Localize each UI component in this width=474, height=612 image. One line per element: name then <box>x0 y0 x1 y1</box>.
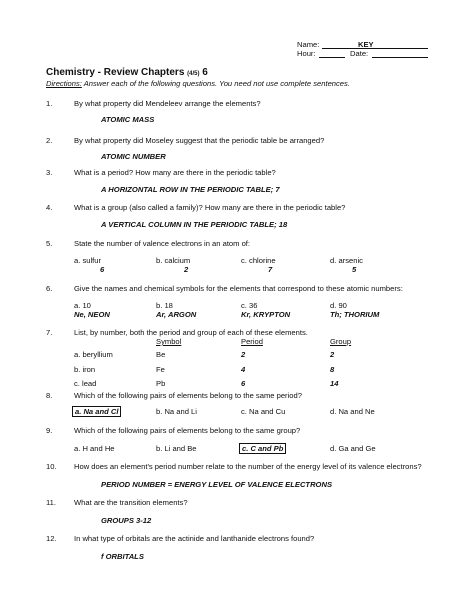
question-text: Which of the following pairs of elements belong to the same period? <box>74 391 302 400</box>
question-number: 3. <box>46 168 53 177</box>
title-range: (4/5) <box>187 71 200 77</box>
question-text: What are the transition elements? <box>74 498 188 507</box>
element-group: 14 <box>330 379 339 388</box>
question-number: 10. <box>46 462 57 471</box>
date-label: Date: <box>350 49 369 58</box>
hour-label: Hour: <box>297 49 316 58</box>
answer: PERIOD NUMBER = ENERGY LEVEL OF VALENCE ELECTRONS <box>101 480 333 489</box>
question-text: State the number of valence electrons in an atom of: <box>74 239 251 248</box>
element-name: c. lead <box>74 379 97 388</box>
question-number: 8. <box>46 391 53 400</box>
element-symbol: Be <box>156 350 166 359</box>
question-text: By what property did Mendeleev arrange the elements? <box>74 99 261 108</box>
question-text: By what property did Moseley suggest that the periodic table be arranged? <box>74 136 325 145</box>
question-number: 2. <box>46 136 53 145</box>
question-number: 4. <box>46 203 53 212</box>
question-text: Give the names and chemical symbols for the elements that correspond to these atomic numbers: <box>74 284 403 293</box>
option-label: b. calcium <box>156 256 191 265</box>
option-answer: Kr, KRYPTON <box>241 310 291 319</box>
option-label: a. sulfur <box>74 256 102 265</box>
question-number: 11. <box>46 498 56 507</box>
option-label: d. arsenic <box>330 256 363 265</box>
question-text: What is a period? How many are there in the periodic table? <box>74 168 276 177</box>
name-underline <box>322 48 428 49</box>
option-answer: 2 <box>184 265 189 274</box>
question-number: 9. <box>46 426 53 435</box>
option-label: b. Na and Li <box>156 407 197 416</box>
option-label: d. 90 <box>330 301 347 310</box>
option-label: a. H and He <box>74 444 115 453</box>
question-text: Which of the following pairs of elements belong to the same group? <box>74 426 301 435</box>
option-selected: a. Na and Cl <box>72 406 121 417</box>
question-text: List, by number, both the period and group of each of these elements. <box>74 328 308 337</box>
question-text: In what type of orbitals are the actinide and lanthanide electrons found? <box>74 534 315 543</box>
element-period: 4 <box>241 365 246 374</box>
option-label: a. 10 <box>74 301 91 310</box>
option-answer: Ne, NEON <box>74 310 110 319</box>
answer: ATOMIC NUMBER <box>101 152 166 161</box>
title-tail: 6 <box>202 67 208 78</box>
option-label: d. Na and Ne <box>330 407 375 416</box>
name-value: KEY <box>358 40 374 49</box>
question-text: How does an element's period number relate to the number of the energy level of its valence electrons? <box>74 462 422 471</box>
answer: f ORBITALS <box>101 552 144 561</box>
question-number: 7. <box>46 328 53 337</box>
column-header-symbol: Symbol <box>156 337 182 346</box>
directions-label: Directions: <box>46 79 82 88</box>
option-answer: 5 <box>352 265 357 274</box>
answer: ATOMIC MASS <box>101 115 155 124</box>
element-symbol: Fe <box>156 365 165 374</box>
option-selected: c. C and Pb <box>239 443 286 454</box>
element-name: a. beryllium <box>74 350 113 359</box>
column-header-group: Group <box>330 337 352 346</box>
element-period: 6 <box>241 379 246 388</box>
option-label: c. 36 <box>241 301 258 310</box>
title-main: Chemistry - Review Chapters <box>46 67 185 78</box>
element-name: b. iron <box>74 365 96 374</box>
option-answer: 6 <box>100 265 105 274</box>
answer: GROUPS 3-12 <box>101 516 152 525</box>
directions <box>46 79 350 88</box>
question-number: 6. <box>46 284 53 293</box>
element-period: 2 <box>241 350 246 359</box>
option-answer: 7 <box>268 265 273 274</box>
option-label: b. Li and Be <box>156 444 197 453</box>
hour-underline <box>319 57 345 58</box>
option-label: c. Na and Cu <box>241 407 286 416</box>
option-label: d. Ga and Ge <box>330 444 376 453</box>
answer: A HORIZONTAL ROW IN THE PERIODIC TABLE; 7 <box>101 185 280 194</box>
directions-text: Answer each of the following questions. You need not use complete sentences. <box>83 79 350 88</box>
date-underline <box>372 57 428 58</box>
question-number: 1. <box>46 99 53 108</box>
option-answer: Th; THORIUM <box>330 310 380 319</box>
name-label: Name: <box>297 40 320 49</box>
question-number: 5. <box>46 239 53 248</box>
option-label: c. chlorine <box>241 256 276 265</box>
column-header-period: Period <box>241 337 263 346</box>
element-group: 8 <box>330 365 335 374</box>
element-symbol: Pb <box>156 379 166 388</box>
element-group: 2 <box>330 350 335 359</box>
option-label: b. 18 <box>156 301 173 310</box>
question-number: 12. <box>46 534 57 543</box>
option-answer: Ar, ARGON <box>156 310 197 319</box>
answer: A VERTICAL COLUMN IN THE PERIODIC TABLE; 18 <box>101 220 288 229</box>
question-text: What is a group (also called a family)? How many are there in the periodic table? <box>74 203 346 212</box>
